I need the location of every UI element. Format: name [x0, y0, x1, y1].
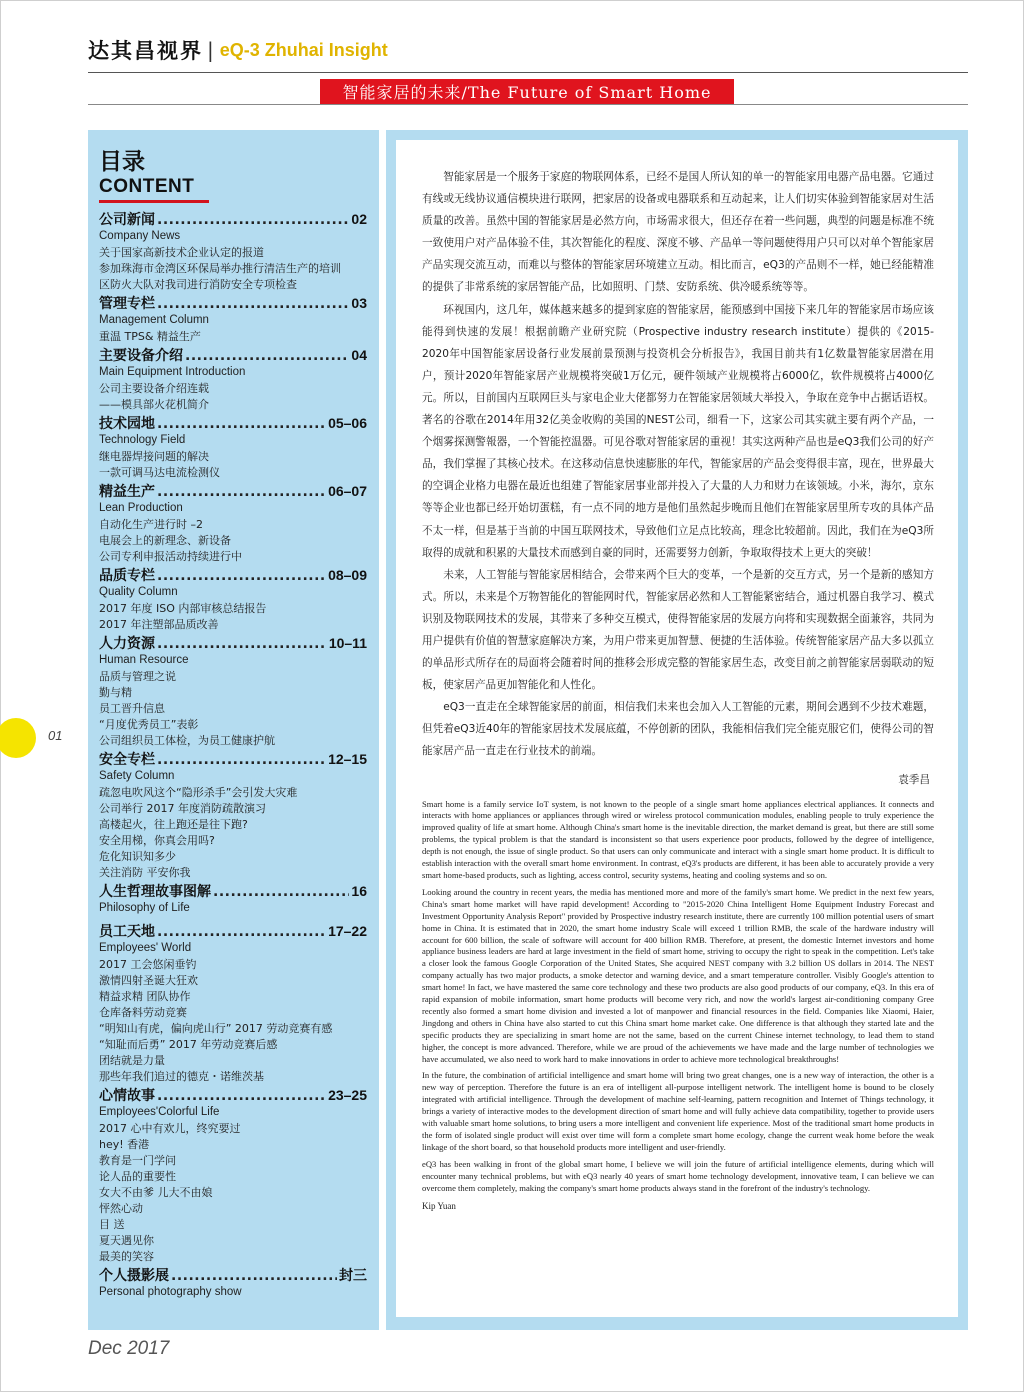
article-panel [386, 130, 968, 1330]
toc-entry-en-title: Lean Production [99, 502, 183, 514]
toc-heading-underline [99, 200, 209, 203]
issue-date: Dec 2017 [88, 1338, 170, 1359]
toc-entry-title: 公司新闻 [99, 212, 155, 228]
toc-entry-title: 品质专栏 [99, 568, 155, 584]
toc-entry-en-title: Personal photography show [99, 1286, 242, 1298]
toc-subitem: 2017 工会悠闲垂钓 [99, 958, 197, 971]
toc-section [99, 211, 367, 293]
toc-entry-en-title: Philosophy of Life [99, 902, 190, 914]
toc-entry-en-title: Management Column [99, 314, 209, 326]
toc-entry-page: 04 [351, 347, 367, 363]
toc-spacer [99, 1301, 367, 1305]
toc-entry-page: 16 [351, 883, 367, 899]
toc-section [99, 347, 367, 413]
toc-section [99, 1267, 367, 1305]
toc-subitem: 怦然心动 [99, 1202, 143, 1215]
article-en-body [422, 799, 934, 1195]
toc-panel [88, 130, 379, 1330]
toc-entry-link[interactable] [99, 347, 367, 365]
toc-subitem: 一款可调马达电流检测仪 [99, 466, 220, 479]
toc-subitem: 区防火大队对我司进行消防安全专项检查 [99, 278, 297, 291]
article-cn-body [422, 166, 934, 763]
article-cn-paragraph: 未来，人工智能与智能家居相结合，会带来两个巨大的变革，一个是新的交互方式，另一个是新的感知方式。所以，未来是个万物智能化的智能网时代，智能家居必然和人工智能紧密结合，通过机器自我学习、模式识别及物联网技术的发展，其带来了多种交互模式，使得智能家居的发展方向将和实现数据全面兼容，共同为用户提供有价值的智慧家庭解决方案，为用户带来更加智慧、便捷的生活体验。传统智能家居产品大多以孤立的单品形式所存在的局面将会随着时间的推移会形成完整的智能家居生态，改变目前之前智能家居弱联动的短板，使家居产品更加智能化和人性化。 [422, 568, 934, 692]
toc-entry-link[interactable] [99, 751, 367, 769]
masthead-rule [88, 72, 968, 73]
toc-entry-page: 17–22 [328, 923, 367, 939]
toc-subitem: 勤与精 [99, 686, 132, 699]
toc-entry-page: 08–09 [328, 567, 367, 583]
toc-entry-link[interactable] [99, 1087, 367, 1105]
page-number: 01 [48, 728, 63, 743]
toc-subitem: 公司组织员工体检，为员工健康护航 [99, 734, 275, 747]
toc-entry-link[interactable] [99, 295, 367, 313]
toc-entry-title: 管理专栏 [99, 296, 155, 312]
toc-entry-link[interactable] [99, 211, 367, 229]
article-en-paragraph: Looking around the country in recent years, the media has mentioned more and more of the family's smart home. We predict in the next few years, China's smart home market will have rapid development! According to "2015-2020 China Intelligent Home Equipment Industry Forecast and Investment Opportunity Analysis Report" provided by Prospective industry research institute, there are currently 100 million potential users of smart home in China. It is estimated that in 2020, the smart home industry Scale will exceed 1 trillion RMB, the scale of the hardware industry will account for 600 billion, the scale of software will account for 400 billion RMB. Therefore, at present, the domestic Internet investors and home appliance business leaders are hard at large investment in the field of smart home, striving to occupy the right to speak in the competition. Let's take a closer look the famous Google Corporation of the United States, She acquired NEST company with 3.2 billion US dollars in 2014. The NEST company actually has two major products, a smoke detector and warning device, and a smart temperature controller. Visibly Google's attention to smart home! In fact, we have mastered the same core technology and these two products are also good products of our company, eQ3. In this era of rapid expansion of mobile information, smart home products will become very rich, and now the world's largest air-conditioning company Gree recently also formed a smart home division and invested a lot of manpower and financial resources in the field. Companies like Xiaomi, Haier, Jingdong and others in China have also started to cut this China smart home market cake. One difference is that although they started late and the specific products they are specializing in smart home are not the same, based on the current Chinese internet technology, to lead them to stand higher, the concept is more advanced. Therefore, while we are proud of the achievements we have made and the large number of technologies we have accumulated, we also need to work hard to make innovations in order to achieve more technological breakthroughs! [422, 886, 934, 1064]
article-cn-paragraph: eQ3一直走在全球智能家居的前面，相信我们未来也会加入人工智能的元素，期间会遇到不少技术难题，但凭着eQ3近40年的智能家居技术发展底蕴，不停创新的团队，我能相信我们完全能克服它们，使得公司的智能家居产品一直走在行业技术的前端。 [422, 701, 934, 758]
toc-subitem: 2017 心中有欢儿，终究要过 [99, 1122, 241, 1135]
toc-entry-link[interactable] [99, 883, 367, 901]
toc-entry-page: 12–15 [328, 751, 367, 767]
toc-leader-dots [157, 296, 349, 313]
toc-subitem: 公司主要设备介绍连载 [99, 382, 209, 395]
toc-leader-dots [157, 416, 326, 433]
toc-subitem: 精益求精 团队协作 [99, 990, 191, 1003]
toc-section [99, 635, 367, 749]
toc-entry-link[interactable] [99, 415, 367, 433]
toc-entry-page: 02 [351, 211, 367, 227]
brand-separator: | [207, 38, 214, 62]
toc-subitem: 团结就是力量 [99, 1054, 165, 1067]
toc-section [99, 567, 367, 633]
toc-entry-en-title: Technology Field [99, 434, 186, 446]
toc-leader-dots [157, 484, 326, 501]
toc-entry-page: 05–06 [328, 415, 367, 431]
toc-entry-title: 个人摄影展 [99, 1268, 169, 1284]
toc-subitem: 电展会上的新理念、新设备 [99, 534, 231, 547]
toc-entry-title: 人生哲理故事图解 [99, 884, 211, 900]
toc-entry-title: 安全专栏 [99, 752, 155, 768]
toc-entry-page: 03 [351, 295, 367, 311]
toc-subitem: 激情四射圣诞大狂欢 [99, 974, 198, 987]
toc-section [99, 483, 367, 565]
toc-section [99, 415, 367, 481]
toc-entry-link[interactable] [99, 567, 367, 585]
article-en-paragraph: Smart home is a family service IoT system, is not known to the people of a single smart home appliances electrical appliances. It connects and interacts with home appliances or appliances through wired or wireless protocol communication modules, enabling people to truly experience the improved quality of life at smart home. Although China's smart home is the inevitable direction, the market demand is great, but there are still some problems, the typical problem is that the standard is inconsistent so that users experience poor products, followed by the degree of intelligence, depth is not enough, the issue of single product. So that users can only communicate and interact with a single smart home product. It is difficult to establish interaction with the overall smart home environment. In contrast, eQ3's products are different, it has been able to accurately provide a very smart home-based products, such as lighting, access control, security systems, heating and cooling systems and so on. [422, 798, 934, 880]
toc-subitem: 公司专利申报活动持续进行中 [99, 550, 242, 563]
toc-subitem: 那些年我们追过的德克・诺维茨基 [99, 1070, 264, 1083]
article-en-signature: Kip Yuan [422, 1200, 456, 1211]
toc-section [99, 883, 367, 921]
toc-subitem: 参加珠海市金湾区环保局举办推行清洁生产的培训 [99, 262, 341, 275]
toc-section [99, 1087, 367, 1265]
toc-entry-title: 员工天地 [99, 924, 155, 940]
toc-entry-title: 人力资源 [99, 636, 155, 652]
toc-entry-en-title: Safety Column [99, 770, 175, 782]
toc-subitem: “知耻而后勇” 2017 年劳动竞赛后感 [99, 1038, 278, 1051]
toc-leader-dots [157, 1088, 326, 1105]
toc-subitem: 最美的笑容 [99, 1250, 154, 1263]
toc-entry-page: 23–25 [328, 1087, 367, 1103]
toc-subitem: 继电器焊接问题的解决 [99, 450, 209, 463]
toc-leader-dots [157, 752, 326, 769]
toc-entry-page: 封三 [339, 1267, 367, 1283]
article-cn-signature: 袁季昌 [898, 773, 930, 786]
toc-entry-link[interactable] [99, 923, 367, 941]
toc-entry-link[interactable] [99, 1267, 367, 1285]
toc-entry-page: 10–11 [328, 635, 367, 651]
toc-subitem: ——模具部火花机简介 [99, 398, 209, 411]
toc-entry-link[interactable] [99, 483, 367, 501]
toc-section [99, 751, 367, 881]
toc-leader-dots [213, 884, 349, 901]
toc-subitem: 女大不由爹 儿大不由娘 [99, 1186, 213, 1199]
toc-subitem: 关于国家高新技术企业认定的报道 [99, 246, 264, 259]
toc-entry-en-title: Main Equipment Introduction [99, 366, 246, 378]
toc-subitem: 安全用梯，你真会用吗? [99, 834, 215, 847]
toc-subitem: 论人品的重要性 [99, 1170, 176, 1183]
toc-entry-en-title: Quality Column [99, 586, 178, 598]
toc-subitem: 2017 年注塑部品质改善 [99, 618, 219, 631]
toc-entry-title: 主要设备介绍 [99, 348, 183, 364]
article-cn-paragraph: 环视国内，这几年，媒体越来越多的提到家庭的智能家居，能预感到中国接下来几年的智能家居市场应该能得到快速的发展！根据前瞻产业研究院（Prospective industry research institute）提供的《2015-2020年中国智能家居设备行业发展前景预测与投资机会分析报告》，我国目前共有1亿数量智能家居潜在用户，预计2020年智能家居产业规模将突破1万亿元，硬件领域产业规模将占6000亿，软件规模将占4000亿元。所以，目前国内互联网巨头与家电企业大佬都努力在智能家居领域大举投入，争取在竞争中占据话语权。著名的谷歌在2014年用32亿美金收购的美国的NEST公司，细看一下，这家公司其实就主要有两个产品，一个烟雾探测警報器，一个智能控温器。可见谷歌对智能家居的重视！其实这两种产品也是eQ3我们公司的好产品，我们掌握了其核心技术。在这移动信息快速膨胀的年代，智能家居的产品会变得很丰富，现在，世界最大的空调企业格力电器在最近也组建了智能家居事业部并投入了大量的人力和财力在该领域。小米，海尔，京东等等企业也都已经开始切蛋糕，有一点不同的地方是他们虽然起步晚而且他们在智能家居里所专攻的具体产品不太一样，但是基于当前的中国互联网技术，导致他们立足点比较高，理念比较超前。因此，我们在为eQ3所取得的成就和积累的大量技术而感到自豪的同时，还需要努力创新，争取取得技术上更大的突破！ [422, 303, 934, 559]
toc-entry-title: 技术园地 [99, 416, 155, 432]
toc-spacer [99, 917, 367, 921]
toc-section [99, 295, 367, 345]
masthead [88, 36, 388, 64]
toc-entry-page: 06–07 [328, 483, 367, 499]
toc-entry-title: 精益生产 [99, 484, 155, 500]
toc-subitem: 公司举行 2017 年度消防疏散演习 [99, 802, 266, 815]
article-en-paragraph: In the future, the combination of artificial intelligence and smart home will bring two great changes, one is a new way of interaction, the other is a new way of perception. Therefore the future is an era of intelligent all-purpose intelligent network. The intelligent home is bound to be closely integrated with artificial intelligence. Through the development of machine self-learning, pattern recognition and Internet of Things technology, it brings a variety of interactive modes to the development direction of smart home and will fully achieve data compatibility, together to provide users with valuable smart home solutions, to bring users a more intelligent and convenient life experience. Most of the traditional smart home products in the form of isolated single product will exist over time will form a complete smart home ecology, change the current weak home before the weak linkage of the short board, so that household products more intelligent and user-friendly. [422, 1070, 934, 1152]
toc-subitem: 目 送 [99, 1218, 125, 1231]
toc-subitem: 2017 年度 ISO 内部审核总结报告 [99, 602, 267, 615]
toc-subitem: 危化知识知多少 [99, 850, 176, 863]
toc-leader-dots [157, 212, 349, 229]
toc-subitem: “月度优秀员工”表彰 [99, 718, 199, 731]
toc-subitem: hey! 香港 [99, 1138, 150, 1151]
article-cn-paragraph: 智能家居是一个服务于家庭的物联网体系，已经不是国人所认知的单一的智能家用电器产品电器。它通过有线或无线协议通信模块进行联网，把家居的设备或电器联系和互动起来，让人们切实体验到智能家居对生活质量的改善。虽然中国的智能家居是必然方向，市场需求很大，但还存在着一些问题，典型的问题是标准不统一致使用户对产品体验不佳，其次智能化的程度、深度不够、产品单一等问题使得用户只可以对单个智能家居产品实现交流互动，而难以与整体的智能家居环境建立互动。相比而言，eQ3的产品则不一样，她已经能精准的提供了非常系统的家居智能产品，比如照明、门禁、安防系统、供冷暖系统等等。 [422, 171, 934, 294]
toc-leader-dots [185, 348, 349, 365]
toc-subitem: 员工晋升信息 [99, 702, 165, 715]
toc-subitem: 重温 TPS& 精益生产 [99, 330, 201, 343]
toc-entry-en-title: Employees' World [99, 942, 192, 954]
toc-subitem: 夏天遇见你 [99, 1234, 154, 1247]
toc-entry-title: 心情故事 [99, 1088, 155, 1104]
article-body [396, 140, 958, 1317]
toc-subitem: 自动化生产进行时 –2 [99, 518, 203, 531]
toc-subitem: 仓库备料劳动竞赛 [99, 1006, 187, 1019]
toc-leader-dots [157, 568, 326, 585]
toc-heading-en: CONTENT [99, 176, 195, 197]
toc-leader-dots [171, 1268, 337, 1285]
toc-entry-link[interactable] [99, 635, 367, 653]
brand-en-title: eQ-3 Zhuhai Insight [219, 39, 388, 60]
toc-subitem: 高楼起火，往上跑还是往下跑? [99, 818, 248, 831]
toc-leader-dots [157, 924, 326, 941]
toc-subitem: “明知山有虎，偏向虎山行” 2017 劳动竞赛有感 [99, 1022, 333, 1035]
toc-subitem: 关注消防 平安你我 [99, 866, 191, 879]
toc-subitem: 疏忽电吹风这个“隐形杀手”会引发大灾难 [99, 786, 298, 799]
toc-entry-en-title: Human Resource [99, 654, 189, 666]
article-en-paragraph: eQ3 has been walking in front of the global smart home, I believe we will join the future of artificial intelligence elements, during which will encounter many technical problems, but with eQ3 nearly 40 years of smart home technology development, innovative team, I can believe we can overcome them completely, making the company's smart home products always stand in the forefront of the industry's technology. [422, 1158, 934, 1193]
toc-entry-en-title: Employees'Colorful Life [99, 1106, 220, 1118]
brand-cn-title: 达其昌视界 [88, 38, 203, 63]
toc-leader-dots [157, 636, 327, 653]
toc-entry-en-title: Company News [99, 230, 181, 242]
banner-rule [88, 104, 968, 105]
toc-subitem: 教育是一门学问 [99, 1154, 176, 1167]
toc-heading-cn: 目录 [99, 149, 145, 175]
section-banner: 智能家居的未来/The Future of Smart Home [320, 79, 734, 104]
toc-subitem: 品质与管理之说 [99, 670, 176, 683]
toc-list [99, 211, 367, 1305]
toc-section [99, 923, 367, 1085]
